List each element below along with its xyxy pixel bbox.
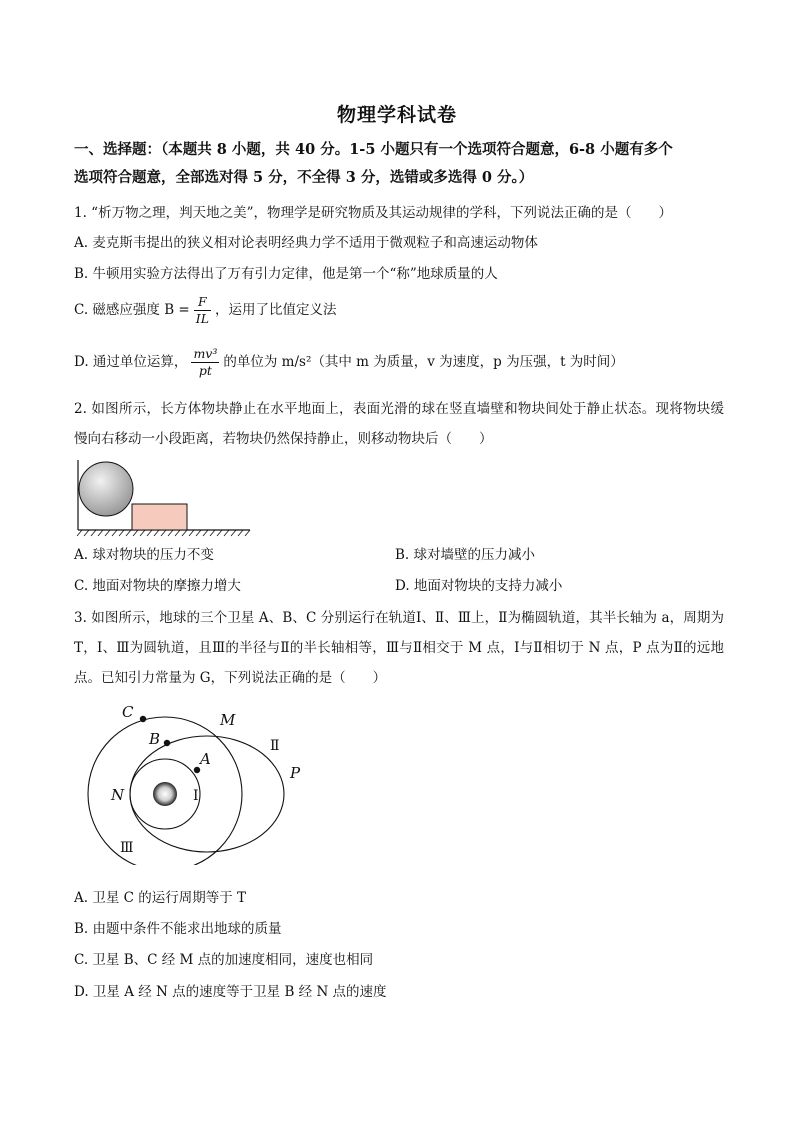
q1-c-numerator: F — [194, 294, 211, 311]
q1-d-denominator: pt — [198, 363, 212, 378]
q1-option-d — [74, 345, 624, 379]
q2-option-a: A. 球对物块的压力不变 — [74, 547, 214, 563]
label-orbit-iii: Ⅲ — [120, 840, 134, 856]
q2-wall-ball-block-diagram — [72, 456, 254, 540]
q1-c-denominator: IL — [195, 311, 209, 326]
q2-option-b: B. 球对墙壁的压力减小 — [395, 547, 536, 563]
earth — [153, 782, 177, 806]
satellite-b-dot — [164, 740, 170, 746]
q1-option-d-prefix: D. 通过单位运算， — [74, 354, 188, 370]
q3-option-b: B. 由题中条件不能求出地球的质量 — [74, 921, 282, 937]
q2-option-d: D. 地面对物块的支持力减小 — [395, 578, 563, 594]
satellite-c-dot — [140, 716, 146, 722]
q3-option-c: C. 卫星 B、C 经 M 点的加速度相同，速度也相同 — [74, 952, 374, 968]
label-orbit-ii: Ⅱ — [270, 738, 280, 754]
ball — [79, 462, 133, 516]
q1-option-d-fraction — [191, 346, 219, 379]
q3-orbit-diagram — [80, 700, 320, 865]
q1-d-numerator: mv³ — [193, 346, 218, 361]
label-orbit-i: Ⅰ — [193, 788, 199, 804]
q3-option-d: D. 卫星 A 经 N 点的速度等于卫星 B 经 N 点的速度 — [74, 984, 387, 1000]
q1-option-c-fraction — [194, 294, 211, 327]
section-heading-line-2: 选项符合题意，全部选对得 5 分，不全得 3 分，选错或多选得 0 分。） — [74, 169, 534, 186]
block — [132, 504, 187, 530]
label-n: N — [111, 786, 125, 804]
page-title: 物理学科试卷 — [336, 104, 457, 126]
q3-option-a: A. 卫星 C 的运行周期等于 T — [74, 890, 247, 906]
q1-option-b: B. 牛顿用实验方法得出了万有引力定律，他是第一个“称”地球质量的人 — [74, 266, 498, 282]
label-c: C — [122, 703, 134, 721]
label-m: M — [220, 711, 236, 729]
ground-hatching — [77, 530, 250, 536]
label-b: B — [149, 730, 161, 748]
label-p: P — [290, 764, 301, 782]
q1-option-a: A. 麦克斯韦提出的狭义相对论表明经典力学不适用于微观粒子和高速运动物体 — [74, 235, 538, 251]
q3-stem: 3. 如图所示，地球的三个卫星 A、B、C 分别运行在轨道Ⅰ、Ⅱ、Ⅲ上，Ⅱ为椭圆轨道，其半长轴为 a，周期为 T，Ⅰ、Ⅲ为圆轨道，且Ⅲ的半径与Ⅱ的半长轴相等，Ⅲ与Ⅱ相交于 M 点，Ⅰ与Ⅱ相切于 N 点，P 点为Ⅱ的远地点。已知引力常量为 G，下列说法正确的是（ ） — [74, 610, 724, 686]
label-a: A — [200, 750, 211, 768]
section-heading-line-1: 一、选择题：（本题共 8 小题，共 40 分。1-5 小题只有一个选项符合题意，6-8 小题有多个 — [74, 141, 673, 158]
q1-option-c — [74, 293, 337, 327]
q2-option-c: C. 地面对物块的摩擦力增大 — [74, 578, 241, 594]
q1-option-c-prefix: C. 磁感应强度 B = — [74, 302, 190, 318]
q1-option-d-suffix: 的单位为 m/s²（其中 m 为质量，v 为速度，p 为压强，t 为时间） — [223, 354, 624, 370]
q2-stem: 2. 如图所示，长方体物块静止在水平地面上，表面光滑的球在竖直墙壁和物块间处于静止状态。现将物块缓慢向右移动一小段距离，若物块仍然保持静止，则移动物块后（ ） — [74, 401, 724, 447]
section-heading — [74, 136, 724, 192]
q1-option-c-suffix: ，运用了比值定义法 — [215, 302, 337, 318]
q1-stem: 1. “析万物之理，判天地之美”，物理学是研究物质及其运动规律的学科，下列说法正确的是（ ） — [74, 205, 672, 221]
